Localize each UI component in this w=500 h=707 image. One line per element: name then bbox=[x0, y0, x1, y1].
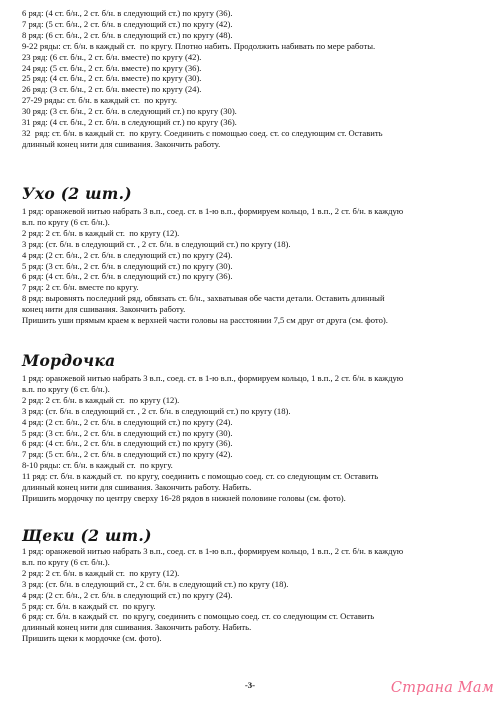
text-line: 2 ряд: 2 ст. б/н. в каждый ст. по кругу (12). bbox=[22, 567, 180, 578]
text-line: 32 ряд: ст. б/н. в каждый ст. по кругу. Соединить с помощью соед. ст. со следующим ст. Оставить bbox=[22, 127, 383, 138]
text-line: длинный конец нити для сшивания. Закончить работу. bbox=[22, 138, 221, 149]
text-line: 3 ряд: (ст. б/н. в следующий ст., 2 ст. б/н. в следующий ст.) по кругу (18). bbox=[22, 578, 289, 589]
text-line: в.п. по кругу (6 ст. б/н.). bbox=[22, 383, 110, 394]
text-line: 8 ряд: выровнять последний ряд, обвязать ст. б/н., захватывая обе части детали. Оставить длинный bbox=[22, 293, 385, 304]
text-line: 6 ряд: ст. б/н. в каждый ст. по кругу, соединить с помощью соед. ст. со следующим ст. Оставить bbox=[22, 611, 375, 622]
intro-section bbox=[22, 8, 478, 150]
text-line: 6 ряд: (4 ст. б/н., 2 ст. б/н. в следующий ст.) по кругу (36). bbox=[22, 8, 233, 18]
text-line: 25 ряд: (4 ст. б/н., 2 ст. б/н. вместе) по кругу (30). bbox=[22, 73, 202, 84]
page-number: -3- bbox=[244, 680, 256, 690]
text-line: 11 ряд: ст. б/н. в каждый ст. по кругу, соединить с помощью соед. ст. со следующим ст. Оставить bbox=[22, 471, 379, 482]
text-line: 5 ряд: (3 ст. б/н., 2 ст. б/н. в следующий ст.) по кругу (30). bbox=[22, 427, 233, 438]
text-line: 4 ряд: (2 ст. б/н., 2 ст. б/н. в следующий ст.) по кругу (24). bbox=[22, 589, 233, 600]
text-line: 5 ряд: ст. б/н. в каждый ст. по кругу. bbox=[22, 600, 156, 611]
text-line: 8-10 ряды: ст. б/н. в каждый ст. по кругу. bbox=[22, 460, 173, 471]
ear-section bbox=[22, 206, 478, 326]
text-line: 5 ряд: (3 ст. б/н., 2 ст. б/н. в следующий ст.) по кругу (30). bbox=[22, 260, 233, 271]
text-line: 2 ряд: 2 ст. б/н. в каждый ст. по кругу (12). bbox=[22, 227, 180, 238]
text-line: Пришить уши прямым краем к верхней части головы на расстоянии 7,5 см друг от друга (см. фото). bbox=[22, 315, 388, 326]
text-line: в.п. по кругу (6 ст. б/н.). bbox=[22, 216, 110, 227]
text-line: конец нити для сшивания. Закончить работу. bbox=[22, 304, 186, 315]
text-line: 7 ряд: 2 ст. б/н. вместе по кругу. bbox=[22, 282, 139, 293]
text-line: 3 ряд: (ст. б/н. в следующий ст. , 2 ст. б/н. в следующий ст.) по кругу (18). bbox=[22, 405, 291, 416]
muzzle-section bbox=[22, 373, 478, 504]
text-line: 30 ряд: (3 ст. б/н., 2 ст. б/н. в следующий ст.) по кругу (30). bbox=[22, 106, 237, 117]
muzzle-heading: Мордочка bbox=[22, 351, 116, 370]
text-line: 7 ряд: (5 ст. б/н., 2 ст. б/н. в следующий ст.) по кругу (42). bbox=[22, 449, 233, 460]
text-line: 8 ряд: (6 ст. б/н., 2 ст. б/н. в следующий ст.) по кругу (48). bbox=[22, 29, 233, 40]
text-line: 6 ряд: (4 ст. б/н., 2 ст. б/н. в следующий ст.) по кругу (36). bbox=[22, 271, 233, 282]
text-line: 4 ряд: (2 ст. б/н., 2 ст. б/н. в следующий ст.) по кругу (24). bbox=[22, 249, 233, 260]
text-line: 4 ряд: (2 ст. б/н., 2 ст. б/н. в следующий ст.) по кругу (24). bbox=[22, 416, 233, 427]
text-line: 7 ряд: (5 ст. б/н., 2 ст. б/н. в следующий ст.) по кругу (42). bbox=[22, 18, 233, 29]
text-line: Пришить мордочку по центру сверху 16-28 рядов в нижней половине головы (см. фото). bbox=[22, 492, 346, 503]
text-line: 1 ряд: оранжевой нитью набрать 3 в.п., соед. ст. в 1-ю в.п., формируем кольцо, 1 в.п., 2 ст. б/н. в каждую bbox=[22, 373, 404, 383]
text-line: 27-29 ряды: ст. б/н. в каждый ст. по кругу. bbox=[22, 95, 178, 106]
text-line: 2 ряд: 2 ст. б/н. в каждый ст. по кругу (12). bbox=[22, 394, 180, 405]
text-line: 1 ряд: оранжевой нитью набрать 3 в.п., соед. ст. в 1-ю в.п., формируем кольцо, 1 в.п., 2 ст. б/н. в каждую bbox=[22, 546, 404, 556]
text-line: 1 ряд: оранжевой нитью набрать 3 в.п., соед. ст. в 1-ю в.п., формируем кольцо, 1 в.п., 2 ст. б/н. в каждую bbox=[22, 206, 404, 216]
text-line: 24 ряд: (5 ст. б/н., 2 ст. б/н. вместе) по кругу (36). bbox=[22, 62, 202, 73]
text-line: 31 ряд: (4 ст. б/н., 2 ст. б/н. в следующий ст.) по кругу (36). bbox=[22, 117, 237, 128]
text-line: в.п. по кругу (6 ст. б/н.). bbox=[22, 556, 110, 567]
site-watermark: Страна Мам bbox=[390, 680, 494, 696]
cheeks-section bbox=[22, 546, 478, 644]
ear-heading: Ухо (2 шт.) bbox=[22, 184, 132, 203]
text-line: 26 ряд: (3 ст. б/н., 2 ст. б/н. вместе) по кругу (24). bbox=[22, 84, 202, 95]
text-line: 23 ряд: (6 ст. б/н., 2 ст. б/н. вместе) по кругу (42). bbox=[22, 51, 202, 62]
text-line: 3 ряд: (ст. б/н. в следующий ст. , 2 ст. б/н. в следующий ст.) по кругу (18). bbox=[22, 238, 291, 249]
text-line: Пришить щеки к мордочке (см. фото). bbox=[22, 633, 162, 644]
text-line: длинный конец нити для сшивания. Закончить работу. Набить. bbox=[22, 622, 252, 633]
text-line: 6 ряд: (4 ст. б/н., 2 ст. б/н. в следующий ст.) по кругу (36). bbox=[22, 438, 233, 449]
text-line: длинный конец нити для сшивания. Закончить работу. Набить. bbox=[22, 482, 252, 493]
cheeks-heading: Щеки (2 шт.) bbox=[22, 526, 152, 545]
text-line: 9-22 ряды: ст. б/н. в каждый ст. по кругу. Плотно набить. Продолжить набивать по мере работы. bbox=[22, 40, 376, 51]
